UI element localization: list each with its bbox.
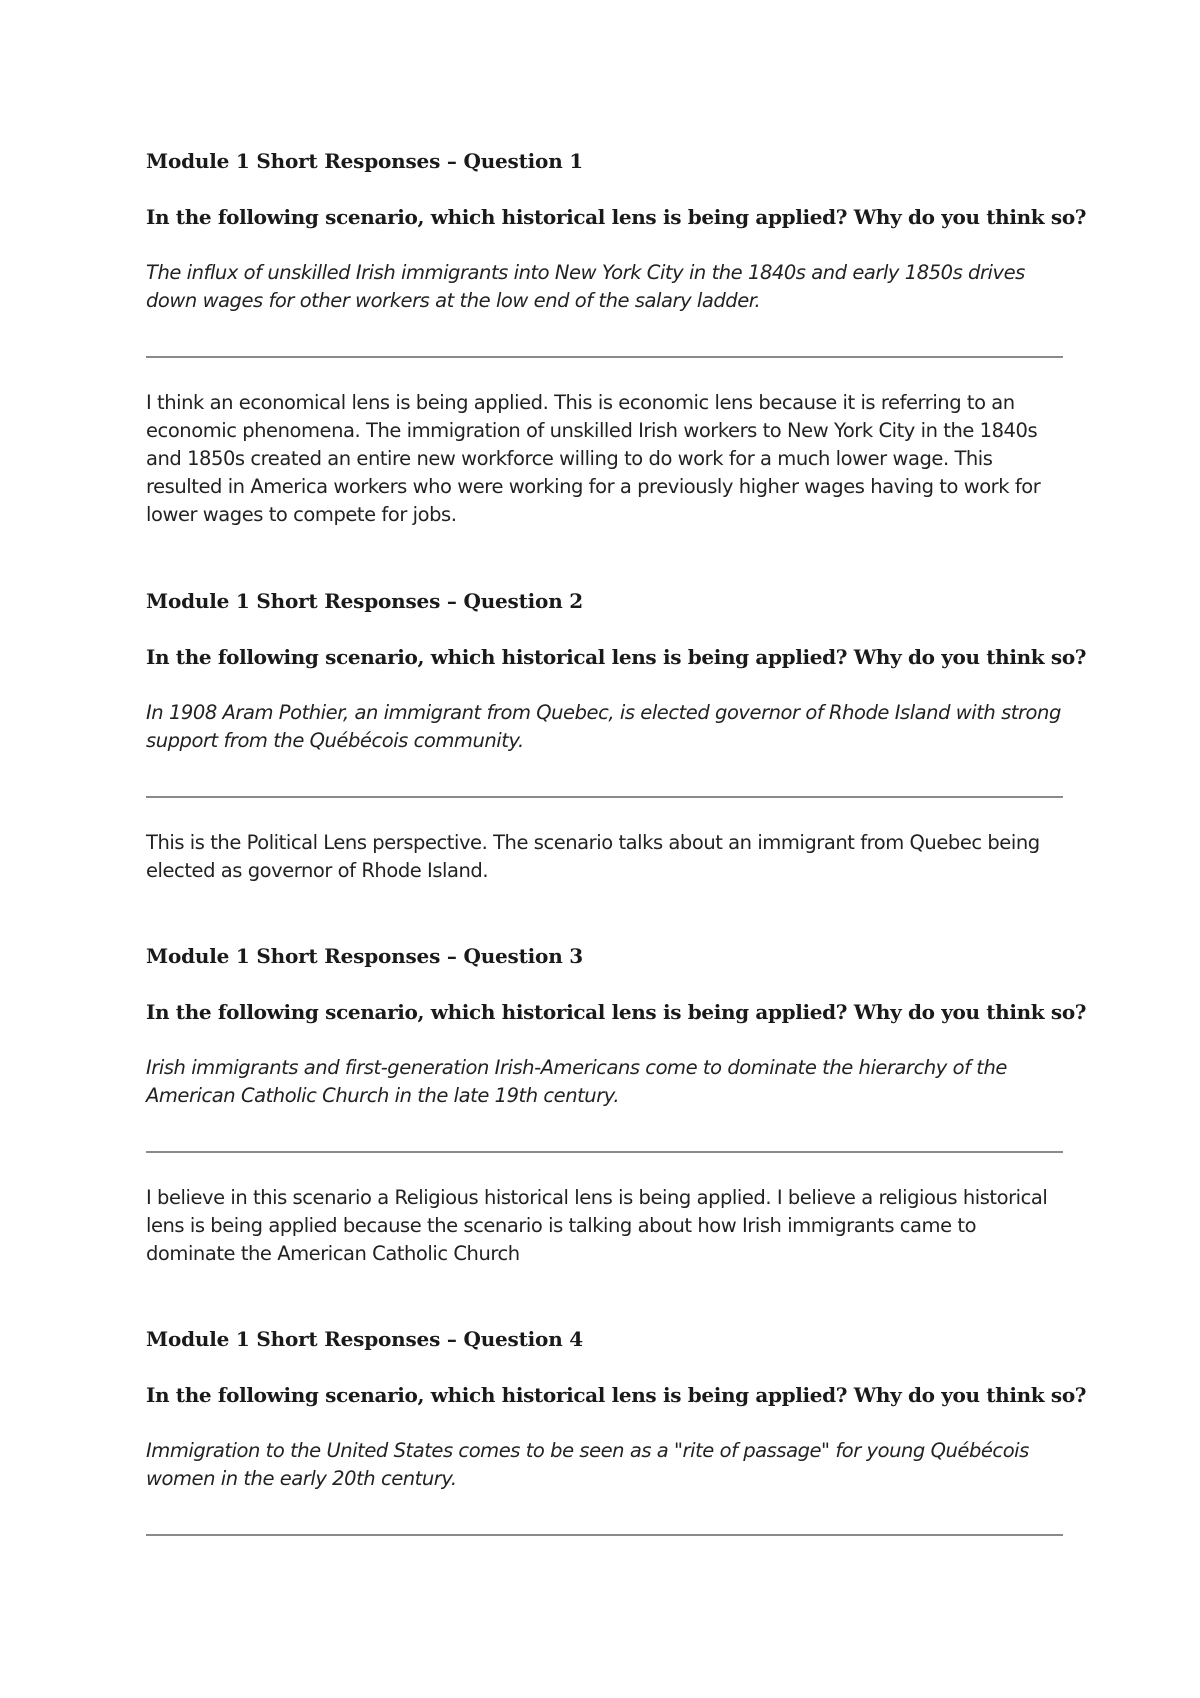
question-4-scenario: Immigration to the United States comes to be seen as a "rite of passage" for young Québécois women in the early 20th century. — [146, 1439, 1029, 1490]
question-2-scenario: In 1908 Aram Pothier, an immigrant from Quebec, is elected governor of Rhode Island with strong support from the Québécois community. — [146, 701, 1061, 752]
question-2-section — [146, 587, 1087, 882]
question-1-heading: Module 1 Short Responses – Question 1 — [146, 149, 584, 173]
question-1-section — [146, 147, 1087, 526]
question-3-answer: I believe in this scenario a Religious historical lens is being applied. I believe a religious historical lens is being applied because the scenario is talking about how Irish immigrants came to dominate the American Catholic Church — [146, 1186, 1048, 1265]
question-4-heading: Module 1 Short Responses – Question 4 — [146, 1327, 584, 1351]
question-3-prompt: In the following scenario, which historical lens is being applied? Why do you think so? — [146, 1000, 1087, 1024]
question-3-answer-line — [146, 1151, 1063, 1153]
question-2-heading: Module 1 Short Responses – Question 2 — [146, 589, 584, 613]
question-2-prompt: In the following scenario, which historical lens is being applied? Why do you think so? — [146, 645, 1087, 669]
question-1-answer: I think an economical lens is being applied. This is economic lens because it is referring to an economic phenomena. The immigration of unskilled Irish workers to New York City in the 1840s and 1850s created an entire new workforce willing to do work for a much lower wage. This resulted in America workers who were working for a previously higher wages having to work for lower wages to compete for jobs. — [146, 391, 1041, 526]
question-1-scenario: The influx of unskilled Irish immigrants into New York City in the 1840s and early 1850s drives down wages for other workers at the low end of the salary ladder. — [146, 261, 1025, 312]
question-3-heading: Module 1 Short Responses – Question 3 — [146, 944, 584, 968]
question-4-prompt: In the following scenario, which historical lens is being applied? Why do you think so? — [146, 1383, 1087, 1407]
question-4-section — [146, 1325, 1087, 1490]
question-1-answer-line — [146, 356, 1063, 358]
question-1-prompt: In the following scenario, which historical lens is being applied? Why do you think so? — [146, 205, 1087, 229]
question-2-answer-line — [146, 796, 1063, 798]
question-2-answer: This is the Political Lens perspective. The scenario talks about an immigrant from Quebec being elected as governor of Rhode Island. — [146, 831, 1040, 882]
question-3-section — [146, 942, 1087, 1265]
question-4-answer-line — [146, 1534, 1063, 1536]
question-3-scenario: Irish immigrants and first-generation Irish-Americans come to dominate the hierarchy of the American Catholic Church in the late 19th century. — [146, 1056, 1007, 1107]
